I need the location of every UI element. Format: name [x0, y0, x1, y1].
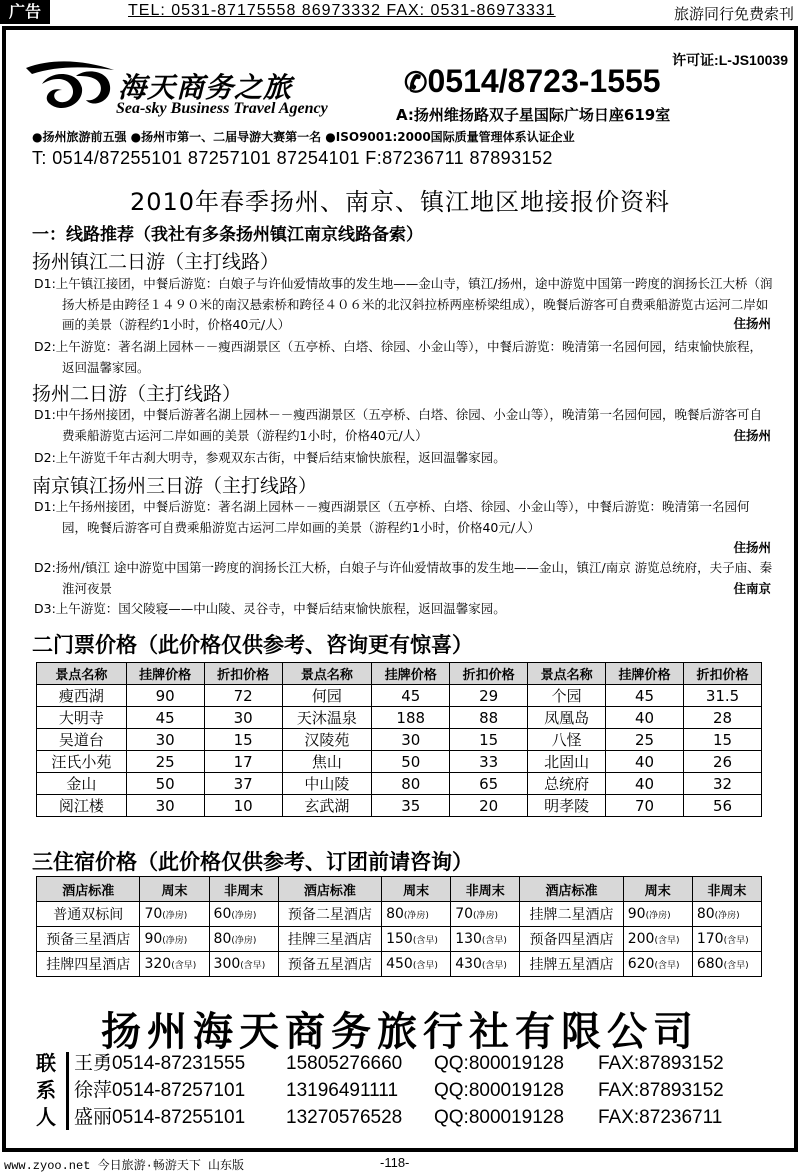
hotel-price-cell [209, 952, 278, 977]
contact-qq: QQ:800019128 [434, 1053, 564, 1074]
contact-mobile: 15805276660 [286, 1053, 403, 1074]
table-cell: 35 [372, 795, 450, 817]
price-value: 150 [386, 931, 413, 947]
price-note: (净房) [162, 911, 188, 921]
hotel-standard-cell: 挂牌二星酒店 [520, 902, 623, 927]
price-value: 70 [455, 906, 474, 922]
address: A:扬州维扬路双子星国际广场日座619室 [396, 106, 671, 124]
price-value: 300 [213, 956, 241, 972]
hotel-standard-cell: 预备三星酒店 [37, 927, 140, 952]
table-cell: 25 [606, 729, 684, 751]
route-day [34, 497, 774, 558]
stay-location: 住扬州 [733, 427, 772, 443]
price-note: (含早) [240, 961, 266, 971]
price-value: 70 [144, 906, 163, 922]
hotel-price-cell [451, 952, 520, 977]
table-header-cell: 折扣价格 [684, 663, 762, 685]
table-cell: 30 [126, 729, 204, 751]
contact-mobile: 13270576528 [286, 1107, 403, 1128]
table-cell: 总统府 [528, 773, 606, 795]
table-header-cell: 酒店标准 [278, 877, 381, 902]
table-header-cell: 折扣价格 [204, 663, 282, 685]
table-header-cell: 酒店标准 [37, 877, 140, 902]
hotel-price-cell [209, 927, 278, 952]
brand-name-cn: 海天商务之旅 [118, 71, 293, 104]
hotel-price-cell [623, 952, 692, 977]
table-cell: 汉陵苑 [282, 729, 372, 751]
hotel-price-cell [140, 927, 209, 952]
table-header-cell: 非周末 [451, 877, 520, 902]
contact-label [36, 1050, 62, 1131]
route-day-text: D1:上午扬州接团，中餐后游览：著名湖上园林－－瘦西湖景区（五亭桥、白塔、徐园、小金山等），中餐后游览：晚清第一名园何园，晚餐后游客可自费乘船游览古运河二岸如画的美景（游程约1小时，价格40元/人） [34, 499, 750, 535]
price-note: (含早) [654, 961, 680, 971]
hotel-price-table [36, 876, 762, 977]
hotel-price-cell [623, 927, 692, 952]
table-cell: 八怪 [528, 729, 606, 751]
hotel-standard-cell: 预备四星酒店 [520, 927, 623, 952]
table-cell: 26 [684, 751, 762, 773]
table-cell: 29 [450, 685, 528, 707]
table-cell: 阅江楼 [37, 795, 127, 817]
table-header-cell: 挂牌价格 [606, 663, 684, 685]
table-row [37, 795, 762, 817]
table-cell: 个园 [528, 685, 606, 707]
stay-location: 住南京 [733, 580, 772, 596]
table-row [37, 751, 762, 773]
table-cell: 45 [126, 707, 204, 729]
contact-phones: T: 0514/87255101 87257101 87254101 F:87236711 87893152 [32, 148, 553, 168]
table-header-cell: 周末 [140, 877, 209, 902]
table-cell: 20 [450, 795, 528, 817]
table-cell: 65 [450, 773, 528, 795]
price-note: (净房) [231, 911, 257, 921]
table-cell: 45 [372, 685, 450, 707]
footer-site: www.zyoo.net 今日旅游·畅游天下 山东版 [4, 1159, 245, 1172]
route-day [34, 274, 774, 334]
contact-label-char: 系 [36, 1078, 56, 1102]
table-cell: 吴道台 [37, 729, 127, 751]
price-note: (净房) [403, 911, 429, 921]
ticket-price-table [36, 662, 762, 817]
table-cell: 15 [450, 729, 528, 751]
price-value: 680 [696, 956, 724, 972]
table-header-row [37, 663, 762, 685]
contact-row [74, 1050, 724, 1077]
table-row [37, 952, 762, 977]
table-cell: 30 [204, 707, 282, 729]
contact-label-char: 人 [36, 1105, 56, 1129]
price-note: (净房) [645, 911, 671, 921]
hotel-price-cell [382, 902, 451, 927]
table-cell: 37 [204, 773, 282, 795]
route-day [34, 448, 774, 469]
contact-qq: QQ:800019128 [434, 1080, 564, 1101]
price-note: (净房) [714, 911, 740, 921]
divider [66, 1052, 69, 1130]
table-cell: 70 [606, 795, 684, 817]
telephone-icon: ✆ [404, 67, 428, 98]
table-header-cell: 非周末 [209, 877, 278, 902]
table-cell: 中山陵 [282, 773, 372, 795]
table-header-cell: 景点名称 [282, 663, 372, 685]
route-day-text: D1:中午扬州接团，中餐后游著名湖上园林－－瘦西湖景区（五亭桥、白塔、徐园、小金山等），晚清第一名园何园，晚餐后游客可自费乘船游览古运河二岸如画的美景（游程约1小时，价格40元/人） [34, 407, 763, 443]
route-day [34, 599, 774, 620]
hotel-price-cell [382, 952, 451, 977]
table-header-cell: 挂牌价格 [126, 663, 204, 685]
table-header-cell: 周末 [623, 877, 692, 902]
table-cell: 56 [684, 795, 762, 817]
table-row [37, 707, 762, 729]
hotel-price-cell [692, 927, 761, 952]
hotel-price-cell [209, 902, 278, 927]
table-cell: 大明寺 [37, 707, 127, 729]
price-value: 80 [213, 931, 232, 947]
route-day [34, 405, 774, 446]
price-value: 60 [213, 906, 232, 922]
hotel-standard-cell: 挂牌三星酒店 [278, 927, 381, 952]
table-header-row [37, 877, 762, 902]
price-note: (含早) [654, 936, 680, 946]
table-row [37, 902, 762, 927]
hotel-standard-cell: 挂牌四星酒店 [37, 952, 140, 977]
hotel-standard-cell: 挂牌五星酒店 [520, 952, 623, 977]
table-cell: 北固山 [528, 751, 606, 773]
contact-mobile: 13196491111 [286, 1080, 399, 1101]
page-number: -118- [380, 1155, 410, 1170]
table-cell: 汪氏小苑 [37, 751, 127, 773]
price-value: 320 [144, 956, 172, 972]
table-row [37, 773, 762, 795]
contact-fax: FAX:87236711 [598, 1107, 723, 1128]
table-cell: 30 [126, 795, 204, 817]
hotline [404, 63, 661, 100]
route-day-text: D2:上午游览千年古刹大明寺，参观双东古街，中餐后结束愉快旅程，返回温馨家园。 [34, 450, 506, 465]
table-cell: 80 [372, 773, 450, 795]
price-value: 200 [627, 931, 655, 947]
price-note: (净房) [473, 911, 499, 921]
table-cell: 天沐温泉 [282, 707, 372, 729]
price-value: 90 [144, 931, 163, 947]
license-number: 许可证:L-JS10039 [672, 52, 788, 68]
price-note: (含早) [412, 936, 438, 946]
swirl-logo-icon [22, 58, 117, 118]
ticket-section-title: 二门票价格（此价格仅供参考、咨询更有惊喜） [32, 633, 473, 657]
table-cell: 50 [372, 751, 450, 773]
honors: ●扬州旅游前五强 ●扬州市第一、二届导游大赛第一名 ●ISO9001:2000国际质量管理体系认证企业 [32, 130, 575, 144]
table-cell: 40 [606, 751, 684, 773]
hotel-price-cell [623, 902, 692, 927]
table-header-cell: 折扣价格 [450, 663, 528, 685]
agency-phone-line: TEL: 0531-87175558 86973332 FAX: 0531-86973331 [128, 2, 556, 19]
price-value: 80 [696, 906, 715, 922]
table-cell: 凤凰岛 [528, 707, 606, 729]
route-title: 扬州二日游（主打线路） [32, 383, 242, 405]
table-cell: 45 [606, 685, 684, 707]
route-title: 扬州镇江二日游（主打线路） [32, 251, 280, 273]
table-cell: 15 [204, 729, 282, 751]
hotel-price-cell [382, 927, 451, 952]
hotel-price-cell [451, 902, 520, 927]
table-cell: 72 [204, 685, 282, 707]
table-cell: 30 [372, 729, 450, 751]
hotel-standard-cell: 预备五星酒店 [278, 952, 381, 977]
table-header-cell: 周末 [382, 877, 451, 902]
table-cell: 明孝陵 [528, 795, 606, 817]
price-value: 620 [627, 956, 655, 972]
company-name: 扬州海天商务旅行社有限公司 [101, 1009, 699, 1055]
hotel-price-cell [692, 902, 761, 927]
price-value: 130 [455, 931, 482, 947]
table-header-cell: 非周末 [692, 877, 761, 902]
table-cell: 玄武湖 [282, 795, 372, 817]
price-note: (含早) [171, 961, 197, 971]
contact-name-phone: 王勇0514-87231555 [74, 1053, 246, 1074]
table-cell: 17 [204, 751, 282, 773]
page-title: 2010年春季扬州、南京、镇江地区地接报价资料 [129, 188, 671, 216]
contact-label-char: 联 [36, 1051, 56, 1075]
hotel-price-cell [140, 952, 209, 977]
table-cell: 50 [126, 773, 204, 795]
brand-name-en: Sea-sky Business Travel Agency [116, 100, 328, 117]
price-note: (含早) [723, 936, 749, 946]
price-note: (净房) [162, 936, 188, 946]
table-header-cell: 景点名称 [37, 663, 127, 685]
table-cell: 15 [684, 729, 762, 751]
table-cell: 25 [126, 751, 204, 773]
hotel-standard-cell: 普通双标间 [37, 902, 140, 927]
contact-fax: FAX:87893152 [598, 1053, 724, 1074]
price-value: 90 [627, 906, 646, 922]
price-note: (含早) [481, 961, 507, 971]
table-row [37, 685, 762, 707]
hotline-number: 0514/8723-1555 [427, 63, 661, 99]
hotel-price-cell [692, 952, 761, 977]
price-value: 80 [386, 906, 404, 922]
table-cell: 90 [126, 685, 204, 707]
price-note: (含早) [723, 961, 749, 971]
table-header-cell: 酒店标准 [520, 877, 623, 902]
price-value: 170 [696, 931, 724, 947]
ad-tag: 广告 [0, 0, 50, 24]
table-cell: 33 [450, 751, 528, 773]
contact-name-phone: 徐萍0514-87257101 [74, 1080, 246, 1101]
route-day [34, 558, 774, 599]
table-cell: 188 [372, 707, 450, 729]
table-row [37, 729, 762, 751]
top-strip [0, 0, 800, 24]
price-value: 450 [386, 956, 413, 972]
contact-list [74, 1050, 724, 1131]
table-header-cell: 景点名称 [528, 663, 606, 685]
contact-name-phone: 盛丽0514-87255101 [74, 1107, 246, 1128]
table-cell: 28 [684, 707, 762, 729]
table-cell: 10 [204, 795, 282, 817]
table-cell: 32 [684, 773, 762, 795]
stay-location: 住扬州 [733, 539, 772, 555]
route-title: 南京镇江扬州三日游（主打线路） [32, 475, 318, 497]
price-value: 430 [455, 956, 482, 972]
route-day-text: D3:上午游览：国父陵寝——中山陵、灵谷寺，中餐后结束愉快旅程，返回温馨家园。 [34, 601, 506, 616]
table-cell: 何园 [282, 685, 372, 707]
table-header-cell: 挂牌价格 [372, 663, 450, 685]
contact-row [74, 1104, 724, 1131]
stay-location: 住扬州 [733, 315, 772, 331]
section-route-title: 一：线路推荐（我社有多条扬州镇江南京线路备索） [32, 225, 423, 245]
route-day [34, 337, 774, 378]
table-cell: 88 [450, 707, 528, 729]
table-row [37, 927, 762, 952]
table-cell: 金山 [37, 773, 127, 795]
contact-fax: FAX:87893152 [598, 1080, 724, 1101]
price-note: (净房) [231, 936, 257, 946]
contact-row [74, 1077, 724, 1104]
table-cell: 31.5 [684, 685, 762, 707]
slogan: 旅游同行免费索刊 [673, 5, 794, 23]
contact-qq: QQ:800019128 [434, 1107, 564, 1128]
route-day-text: D2:扬州/镇江 途中游览中国第一跨度的润扬长江大桥，白娘子与许仙爱情故事的发生地——金山，镇江/南京 游览总统府，夫子庙、秦淮河夜景 [34, 560, 773, 596]
hotel-price-cell [140, 902, 209, 927]
price-note: (含早) [481, 936, 507, 946]
hotel-standard-cell: 预备二星酒店 [278, 902, 381, 927]
price-note: (含早) [412, 961, 438, 971]
route-day-text: D2:上午游览：著名湖上园林－－瘦西湖景区（五亭桥、白塔、徐园、小金山等），中餐后游览：晚清第一名园何园，结束愉快旅程，返回温馨家园。 [34, 339, 763, 375]
table-cell: 瘦西湖 [37, 685, 127, 707]
hotel-section-title: 三住宿价格（此价格仅供参考、订团前请咨询） [32, 850, 473, 874]
route-day-text: D1:上午镇江接团，中餐后游览：白娘子与许仙爱情故事的发生地——金山寺，镇江/扬州，途中游览中国第一跨度的润扬长江大桥（润扬大桥是由跨径１４９０米的南汉悬索桥和跨径４０６米的北汉斜拉桥两座桥梁组成），晚餐后游客可自费乘船游览古运河二岸如画的美景（游程约1小时，价格40元/人） [34, 276, 773, 332]
hotel-price-cell [451, 927, 520, 952]
table-cell: 40 [606, 773, 684, 795]
table-cell: 焦山 [282, 751, 372, 773]
table-cell: 40 [606, 707, 684, 729]
